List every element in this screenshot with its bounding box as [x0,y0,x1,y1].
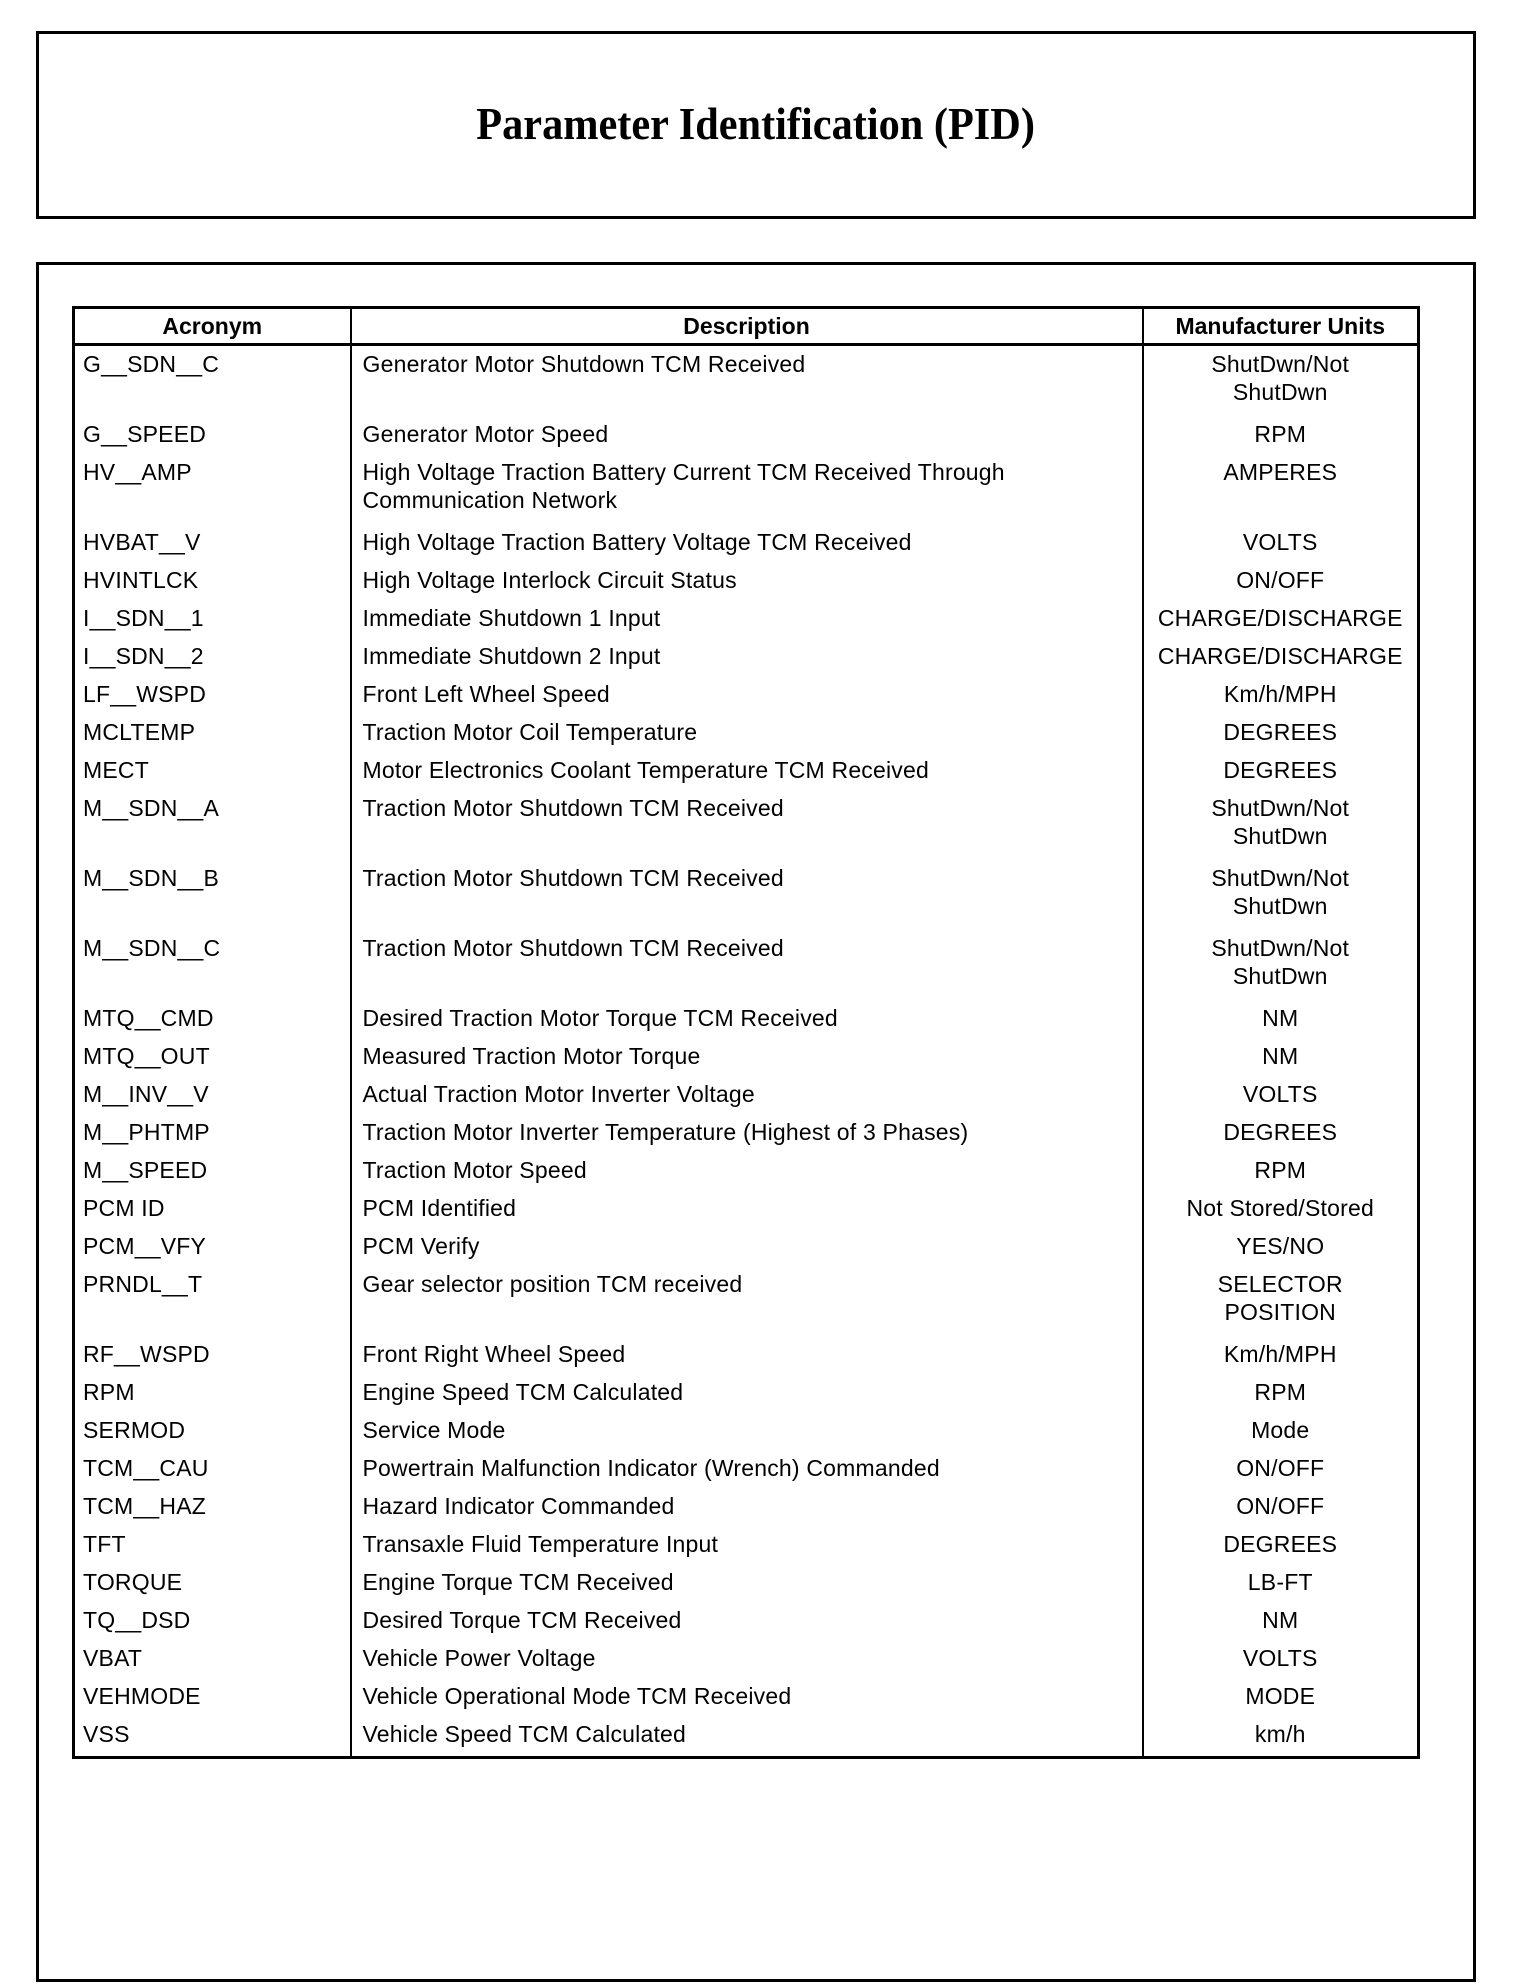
cell-description [351,1038,1143,1076]
cell-description [351,860,1143,930]
description-line: Motor Electronics Coolant Temperature TCM Received [362,757,929,783]
cell-description [351,1336,1143,1374]
description-line: PCM Identified [362,1195,517,1221]
cell-units [1143,1000,1419,1038]
description-line: Desired Torque TCM Received [362,1607,682,1633]
units-line: SELECTOR [1217,1271,1343,1297]
description-line: Desired Traction Motor Torque TCM Received [362,1005,838,1031]
description-line: Hazard Indicator Commanded [362,1493,675,1519]
description-line: Service Mode [362,1417,506,1443]
table-row [74,1038,1419,1076]
cell-units [1143,676,1419,714]
cell-acronym: MCLTEMP [74,714,351,752]
cell-acronym: SERMOD [74,1412,351,1450]
units-line: YES/NO [1236,1233,1325,1259]
cell-description [351,638,1143,676]
units-line: NM [1262,1043,1299,1069]
units-line: ShutDwn [1232,893,1328,919]
cell-acronym: LF__WSPD [74,676,351,714]
cell-description [351,1190,1143,1228]
description-line: Vehicle Power Voltage [362,1645,596,1671]
units-line: Km/h/MPH [1223,1341,1337,1367]
table-row [74,1228,1419,1266]
cell-acronym: M__SPEED [74,1152,351,1190]
description-line: Engine Speed TCM Calculated [362,1379,684,1405]
table-row [74,714,1419,752]
cell-acronym: I__SDN__1 [74,600,351,638]
cell-acronym: RF__WSPD [74,1336,351,1374]
description-line: PCM Verify [362,1233,480,1259]
table-row [74,454,1419,524]
cell-acronym: RPM [74,1374,351,1412]
cell-units [1143,600,1419,638]
cell-description [351,1602,1143,1640]
units-line: DEGREES [1223,757,1338,783]
cell-acronym: PCM__VFY [74,1228,351,1266]
table-row [74,1526,1419,1564]
units-line: RPM [1254,421,1307,447]
description-line: Traction Motor Coil Temperature [362,719,698,745]
units-line: POSITION [1224,1299,1336,1325]
cell-acronym: M__PHTMP [74,1114,351,1152]
table-body [74,345,1419,1758]
cell-units [1143,1374,1419,1412]
units-line: ShutDwn/Not [1211,935,1350,961]
cell-units [1143,1228,1419,1266]
units-line: ON/OFF [1236,567,1325,593]
cell-units [1143,1488,1419,1526]
cell-units [1143,790,1419,860]
units-line: Mode [1251,1417,1310,1443]
cell-description [351,1450,1143,1488]
cell-units [1143,454,1419,524]
cell-units [1143,1336,1419,1374]
cell-units [1143,1114,1419,1152]
cell-units [1143,1716,1419,1758]
units-line: VOLTS [1242,1645,1318,1671]
units-line: km/h [1254,1721,1306,1747]
description-line: Vehicle Operational Mode TCM Received [362,1683,792,1709]
table-row [74,752,1419,790]
table-row [74,524,1419,562]
cell-description [351,1412,1143,1450]
cell-units [1143,1412,1419,1450]
table-header-row [74,308,1419,345]
description-line: Transaxle Fluid Temperature Input [362,1531,719,1557]
units-line: ShutDwn [1232,963,1328,989]
cell-description [351,714,1143,752]
pid-table [72,306,1420,1759]
table-row [74,1450,1419,1488]
table-row [74,562,1419,600]
description-line: Communication Network [362,487,618,513]
cell-units [1143,562,1419,600]
cell-description [351,345,1143,417]
description-line: Front Right Wheel Speed [362,1341,626,1367]
description-line: Gear selector position TCM received [362,1271,743,1297]
cell-description [351,1678,1143,1716]
cell-units [1143,1526,1419,1564]
cell-acronym: MTQ__OUT [74,1038,351,1076]
table-row [74,1152,1419,1190]
cell-description [351,676,1143,714]
cell-units [1143,416,1419,454]
cell-description [351,524,1143,562]
description-line: Traction Motor Speed [362,1157,587,1183]
description-line: Immediate Shutdown 1 Input [362,605,661,631]
description-line: Measured Traction Motor Torque [362,1043,701,1069]
units-line: DEGREES [1223,1119,1338,1145]
cell-units [1143,1640,1419,1678]
cell-description [351,752,1143,790]
description-line: Traction Motor Shutdown TCM Received [362,865,784,891]
table-row [74,860,1419,930]
cell-acronym: TFT [74,1526,351,1564]
cell-units [1143,1564,1419,1602]
description-line: High Voltage Traction Battery Current TCM Received Through [362,459,1005,485]
column-header-description: Description [351,308,1143,345]
cell-description [351,454,1143,524]
cell-units [1143,1266,1419,1336]
cell-description [351,1266,1143,1336]
units-line: MODE [1245,1683,1316,1709]
description-line: Front Left Wheel Speed [362,681,610,707]
description-line: Generator Motor Shutdown TCM Received [362,351,806,377]
cell-units [1143,1190,1419,1228]
cell-description [351,930,1143,1000]
cell-acronym: PRNDL__T [74,1266,351,1336]
description-line: Actual Traction Motor Inverter Voltage [362,1081,755,1107]
cell-acronym: M__SDN__B [74,860,351,930]
table-row [74,416,1419,454]
table-row [74,1336,1419,1374]
column-header-units: Manufacturer Units [1143,308,1419,345]
units-line: VOLTS [1242,1081,1318,1107]
cell-description [351,1076,1143,1114]
cell-description [351,600,1143,638]
units-line: CHARGE/DISCHARGE [1157,605,1403,631]
cell-description [351,1640,1143,1678]
cell-acronym: TCM__CAU [74,1450,351,1488]
units-line: NM [1262,1607,1299,1633]
cell-description [351,1564,1143,1602]
table-row [74,1374,1419,1412]
units-line: VOLTS [1242,529,1318,555]
table-row [74,1678,1419,1716]
cell-units [1143,1038,1419,1076]
units-line: CHARGE/DISCHARGE [1157,643,1403,669]
cell-acronym: G__SPEED [74,416,351,454]
cell-acronym: VBAT [74,1640,351,1678]
column-header-acronym: Acronym [74,308,351,345]
cell-description [351,1228,1143,1266]
cell-acronym: HV__AMP [74,454,351,524]
cell-units [1143,714,1419,752]
cell-units [1143,345,1419,417]
table-row [74,1190,1419,1228]
description-line: Powertrain Malfunction Indicator (Wrench) Commanded [362,1455,940,1481]
cell-acronym: MTQ__CMD [74,1000,351,1038]
cell-acronym: TQ__DSD [74,1602,351,1640]
table-row [74,1564,1419,1602]
description-line: Vehicle Speed TCM Calculated [362,1721,687,1747]
table-row [74,1266,1419,1336]
cell-acronym: HVINTLCK [74,562,351,600]
description-line: High Voltage Traction Battery Voltage TCM Received [362,529,912,555]
cell-acronym: MECT [74,752,351,790]
cell-units [1143,930,1419,1000]
units-line: RPM [1254,1157,1307,1183]
table-row [74,1716,1419,1758]
table-row [74,1602,1419,1640]
cell-description [351,1526,1143,1564]
cell-acronym: VEHMODE [74,1678,351,1716]
units-line: ShutDwn [1232,823,1328,849]
units-line: ShutDwn [1232,379,1328,405]
title-box [36,31,1476,219]
units-line: Not Stored/Stored [1186,1195,1374,1221]
units-line: LB-FT [1247,1569,1313,1595]
units-line: DEGREES [1223,1531,1338,1557]
cell-description [351,416,1143,454]
table-row [74,1488,1419,1526]
description-line: Traction Motor Shutdown TCM Received [362,795,784,821]
cell-acronym: TORQUE [74,1564,351,1602]
cell-description [351,1716,1143,1758]
table-row [74,345,1419,417]
cell-units [1143,752,1419,790]
cell-units [1143,1678,1419,1716]
units-line: ShutDwn/Not [1211,351,1350,377]
table-row [74,1076,1419,1114]
description-line: Traction Motor Inverter Temperature (Highest of 3 Phases) [362,1119,969,1145]
cell-acronym: I__SDN__2 [74,638,351,676]
table-row [74,1412,1419,1450]
cell-units [1143,860,1419,930]
page-title: Parameter Identification (PID) [476,97,1036,149]
units-line: DEGREES [1223,719,1338,745]
table-row [74,790,1419,860]
table-row [74,1000,1419,1038]
cell-description [351,1152,1143,1190]
cell-acronym: VSS [74,1716,351,1758]
cell-units [1143,1152,1419,1190]
cell-acronym: M__SDN__A [74,790,351,860]
description-line: Immediate Shutdown 2 Input [362,643,661,669]
table-row [74,600,1419,638]
units-line: AMPERES [1223,459,1338,485]
cell-units [1143,524,1419,562]
cell-description [351,1374,1143,1412]
cell-acronym: HVBAT__V [74,524,351,562]
table-row [74,638,1419,676]
cell-units [1143,1602,1419,1640]
table-row [74,930,1419,1000]
table-row [74,676,1419,714]
cell-description [351,1114,1143,1152]
cell-acronym: TCM__HAZ [74,1488,351,1526]
cell-description [351,790,1143,860]
units-line: ON/OFF [1236,1493,1325,1519]
cell-description [351,1488,1143,1526]
units-line: ShutDwn/Not [1211,795,1350,821]
cell-acronym: M__SDN__C [74,930,351,1000]
cell-acronym: G__SDN__C [74,345,351,417]
cell-description [351,562,1143,600]
cell-acronym: M__INV__V [74,1076,351,1114]
cell-description [351,1000,1143,1038]
cell-units [1143,638,1419,676]
cell-acronym: PCM ID [74,1190,351,1228]
table-row [74,1114,1419,1152]
units-line: Km/h/MPH [1223,681,1337,707]
description-line: Generator Motor Speed [362,421,609,447]
description-line: Traction Motor Shutdown TCM Received [362,935,784,961]
description-line: Engine Torque TCM Received [362,1569,674,1595]
cell-units [1143,1450,1419,1488]
units-line: ShutDwn/Not [1211,865,1350,891]
cell-units [1143,1076,1419,1114]
units-line: RPM [1254,1379,1307,1405]
units-line: ON/OFF [1236,1455,1325,1481]
table-row [74,1640,1419,1678]
description-line: High Voltage Interlock Circuit Status [362,567,737,593]
units-line: NM [1262,1005,1299,1031]
